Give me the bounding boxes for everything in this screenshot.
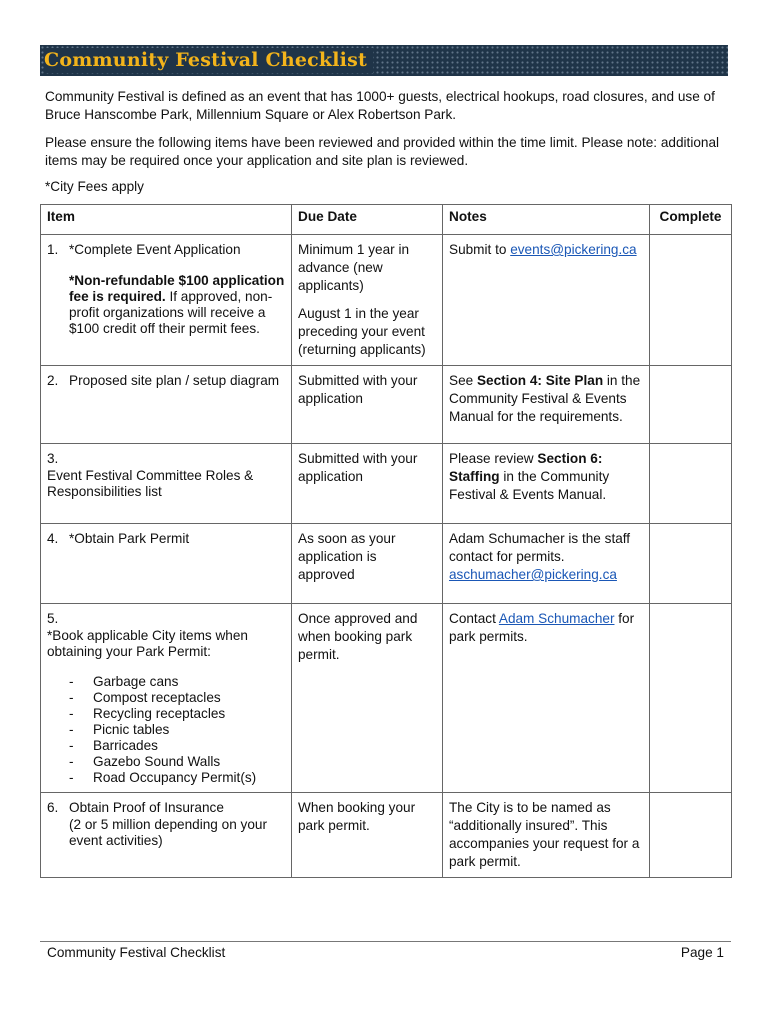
notes-text: Please review	[449, 451, 538, 466]
item-text: Event Festival Committee Roles & Responsibilities list	[47, 468, 254, 499]
table-header-row	[41, 205, 732, 235]
checklist-table	[40, 204, 732, 878]
complete-cell[interactable]	[650, 524, 732, 604]
list-item: - Compost receptacles	[69, 690, 221, 705]
due-new: Minimum 1 year in advance (new applicants)	[298, 242, 410, 293]
item-text: Proposed site plan / setup diagram	[69, 373, 280, 388]
complete-cell[interactable]	[650, 366, 732, 444]
item-number: 1.	[47, 242, 59, 257]
city-fees-note: *City Fees apply	[45, 179, 144, 194]
list-item: - Picnic tables	[69, 722, 170, 737]
staff-email-link[interactable]: aschumacher@pickering.ca	[449, 567, 617, 582]
notes-bold: Section 4: Site Plan	[476, 373, 604, 388]
item-cell	[41, 524, 292, 604]
item-number: 6.	[47, 800, 59, 815]
due-cell	[292, 235, 443, 366]
due-cell: As soon as your application is approved	[292, 524, 443, 604]
item-cell	[41, 235, 292, 366]
item-text: *Book applicable City items when obtaining your Park Permit:	[47, 628, 248, 659]
item-number: 3.	[47, 451, 59, 466]
item-subtext: (2 or 5 million depending on your event activities)	[69, 817, 267, 848]
item-number: 5.	[47, 611, 59, 626]
table-row	[41, 793, 732, 878]
notes-text: Adam Schumacher is the staff contact for permits.	[449, 531, 631, 564]
notes-cell	[443, 444, 650, 524]
due-returning: August 1 in the year preceding your event (returning applicants)	[298, 306, 426, 357]
table-row	[41, 366, 732, 444]
complete-cell[interactable]	[650, 793, 732, 878]
due-cell: Submitted with your application	[292, 444, 443, 524]
notes-text: Contact	[449, 611, 499, 626]
notes-text: for park permits.	[449, 611, 635, 644]
table-row	[41, 524, 732, 604]
notes-cell	[443, 604, 650, 793]
fee-note	[47, 273, 285, 337]
events-email-link[interactable]: events@pickering.ca	[510, 242, 637, 257]
due-cell: Once approved and when booking park permit.	[292, 604, 443, 793]
footer-divider	[40, 941, 731, 942]
notes-bold: Section 6: Staffing	[449, 451, 603, 484]
notes-text: See	[449, 373, 477, 388]
footer-title: Community Festival Checklist	[47, 945, 226, 960]
complete-cell[interactable]	[650, 604, 732, 793]
page-title: Community Festival Checklist	[44, 48, 373, 73]
fee-note-rest: If approved, non-profit organizations will receive a $100 credit off their permit fees.	[69, 289, 273, 336]
notes-text: in the Community Festival & Events Manual.	[449, 469, 610, 502]
complete-cell[interactable]	[650, 444, 732, 524]
list-item: - Recycling receptacles	[69, 706, 226, 721]
header-notes: Notes	[443, 205, 650, 235]
list-item: - Gazebo Sound Walls	[69, 754, 221, 769]
list-item: - Road Occupancy Permit(s)	[69, 770, 257, 785]
staff-contact-link[interactable]: Adam Schumacher	[498, 611, 615, 626]
table-row	[41, 604, 732, 793]
item-cell	[41, 604, 292, 793]
page-number: Page 1	[680, 945, 724, 960]
item-text: Obtain Proof of Insurance	[69, 800, 224, 815]
intro-paragraph: Community Festival is defined as an event that has 1000+ guests, electrical hookups, road closures, and use of Bruce Hanscombe Park, Millennium Square or Alex Robertson Park.	[45, 89, 715, 122]
notes-cell	[443, 366, 650, 444]
item-cell	[41, 793, 292, 878]
item-cell	[41, 366, 292, 444]
table-row	[41, 444, 732, 524]
table-row	[41, 235, 732, 366]
due-cell: Submitted with your application	[292, 366, 443, 444]
title-banner	[40, 45, 728, 76]
notes-text: Submit to	[449, 242, 511, 257]
city-items-list	[47, 674, 285, 786]
fee-note-bold: *Non-refundable $100 application fee is required.	[69, 273, 285, 304]
complete-cell[interactable]	[650, 235, 732, 366]
notes-text: in the Community Festival & Events Manual for the requirements.	[449, 373, 641, 424]
item-text: *Complete Event Application	[69, 242, 241, 257]
due-cell: When booking your park permit.	[292, 793, 443, 878]
item-text: *Obtain Park Permit	[69, 531, 190, 546]
item-number: 4.	[47, 531, 59, 546]
header-due-date: Due Date	[292, 205, 443, 235]
notes-cell: The City is to be named as “additionally insured”. This accompanies your request for a park permit.	[443, 793, 650, 878]
instructions-paragraph: Please ensure the following items have been reviewed and provided within the time limit. Please note: additional items may be required once your application and site plan is reviewed.	[45, 135, 720, 168]
notes-cell	[443, 524, 650, 604]
item-number: 2.	[47, 373, 59, 388]
header-item: Item	[41, 205, 292, 235]
header-complete: Complete	[650, 205, 732, 235]
item-cell	[41, 444, 292, 524]
list-item: - Garbage cans	[69, 674, 179, 689]
notes-cell	[443, 235, 650, 366]
list-item: - Barricades	[69, 738, 158, 753]
